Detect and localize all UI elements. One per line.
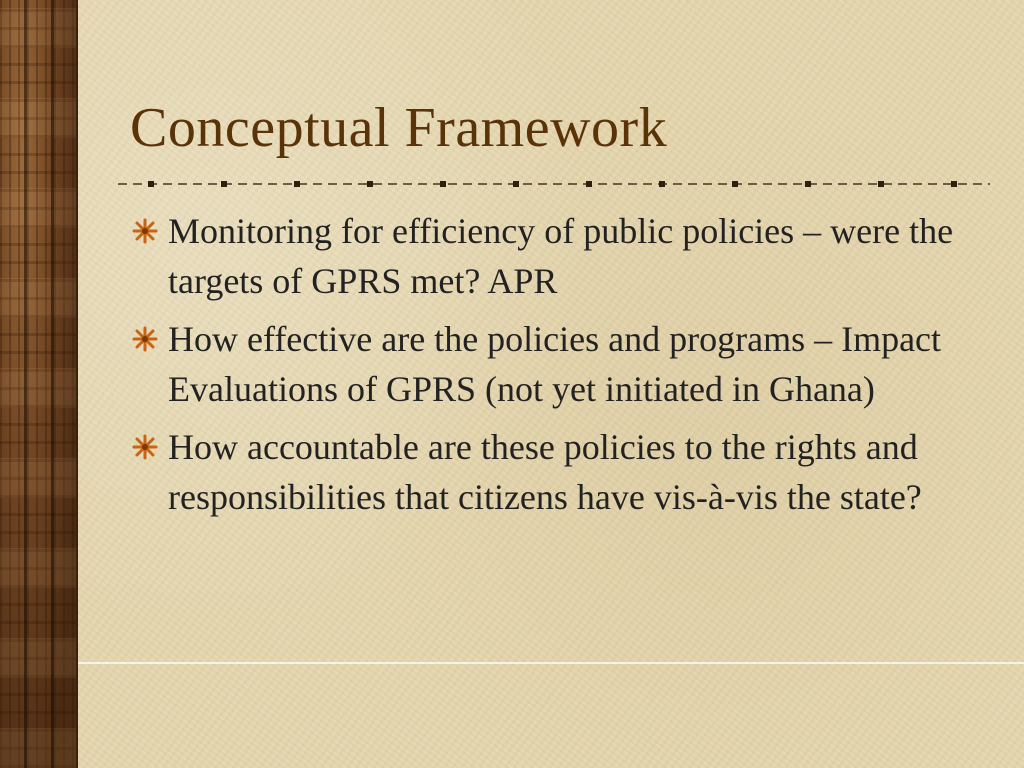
bullet-text: How effective are the policies and programs – Impact Evaluations of GPRS (not yet initiated in Ghana) xyxy=(168,319,942,409)
asterisk-star-icon xyxy=(132,326,158,352)
divider-line xyxy=(118,178,990,190)
divider-dot xyxy=(513,181,519,187)
divider-dot xyxy=(440,181,446,187)
bullet-text: How accountable are these policies to the rights and responsibilities that citizens have vis-à-vis the state? xyxy=(168,427,922,517)
wood-texture-strip xyxy=(0,0,78,768)
bullet-item xyxy=(132,314,992,414)
divider-dot xyxy=(951,181,957,187)
divider-dot xyxy=(878,181,884,187)
divider-dot xyxy=(367,181,373,187)
bullet-item xyxy=(132,422,992,522)
asterisk-star-icon xyxy=(132,218,158,244)
divider-dot xyxy=(659,181,665,187)
divider-dot xyxy=(586,181,592,187)
divider-dot xyxy=(805,181,811,187)
divider-dot xyxy=(221,181,227,187)
divider-dot xyxy=(294,181,300,187)
slide-title: Conceptual Framework xyxy=(130,97,668,159)
bottom-rule xyxy=(78,662,1024,664)
divider-dot xyxy=(148,181,154,187)
bullet-list xyxy=(132,206,992,530)
divider-dot xyxy=(732,181,738,187)
bullet-item xyxy=(132,206,992,306)
bullet-text: Monitoring for efficiency of public policies – were the targets of GPRS met? APR xyxy=(168,211,954,301)
asterisk-star-icon xyxy=(132,434,158,460)
